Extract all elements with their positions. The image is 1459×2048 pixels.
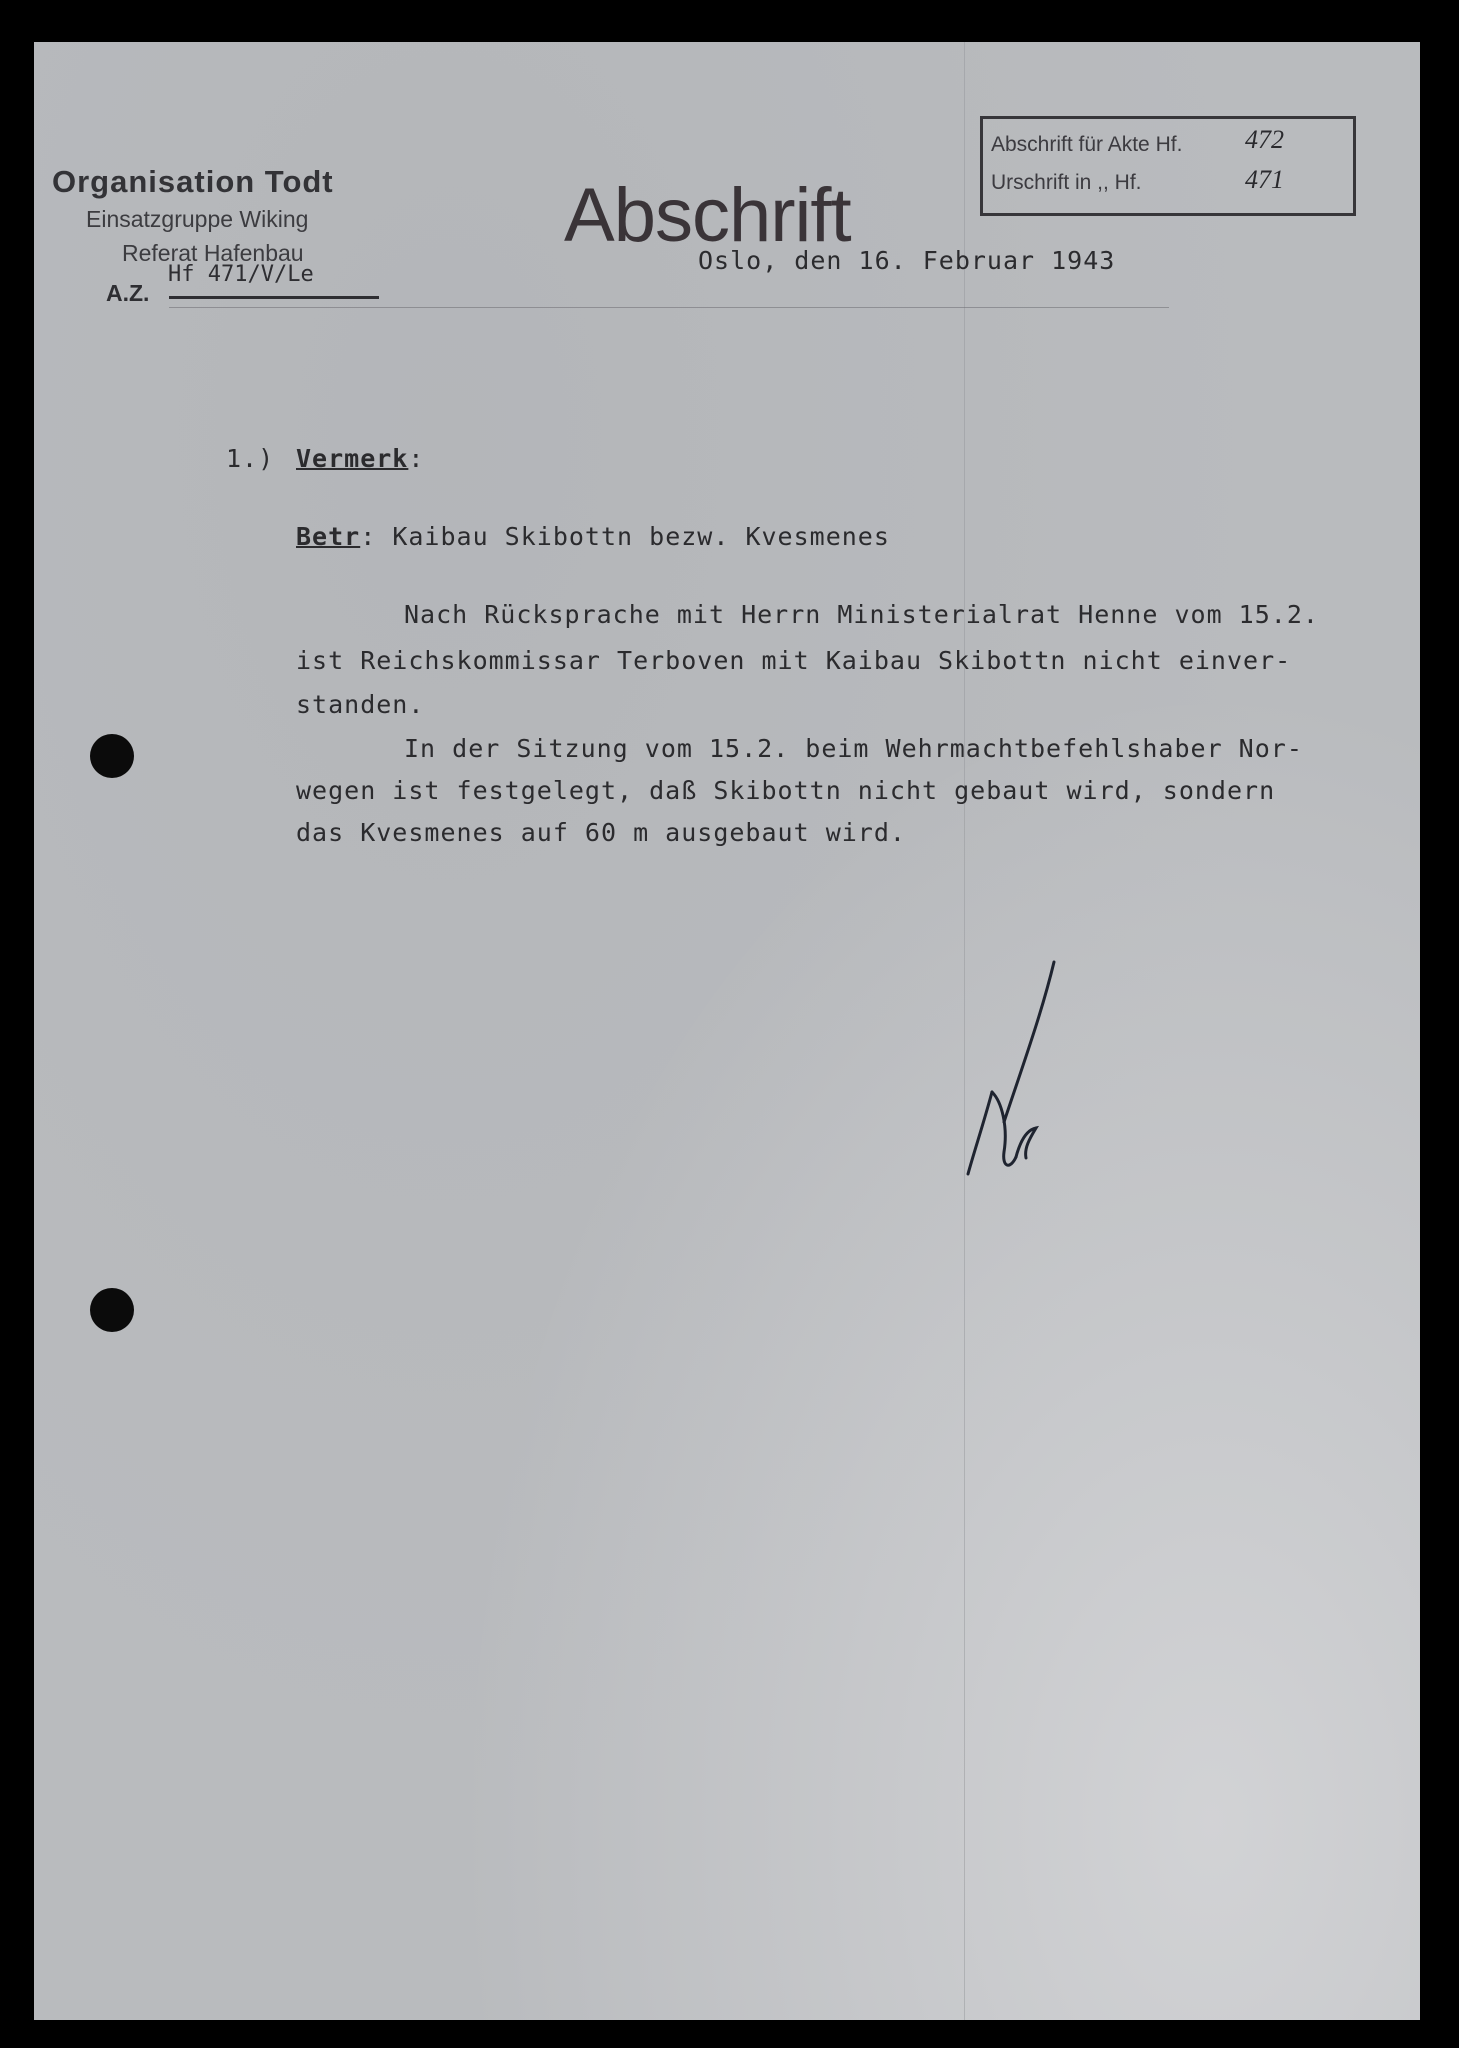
paragraph2-line1: In der Sitzung vom 15.2. beim Wehrmachtbefehlshaber Nor- bbox=[404, 734, 1303, 763]
paragraph1-line1: Nach Rücksprache mit Herrn Ministerialrat Henne vom 15.2. bbox=[404, 600, 1319, 629]
az-value: Hf 471/V/Le bbox=[168, 262, 314, 287]
item-heading bbox=[296, 444, 424, 473]
subject-label: Betr bbox=[296, 522, 361, 551]
item-title-colon: : bbox=[408, 444, 425, 473]
header-rule bbox=[169, 307, 1169, 308]
place-date: Oslo, den 16. Februar 1943 bbox=[698, 246, 1116, 275]
stamp-original-line: Urschrift in ,, Hf. bbox=[991, 171, 1142, 194]
stamp-copy-number: 472 bbox=[1245, 125, 1284, 154]
punch-hole-top bbox=[90, 734, 134, 778]
subject-line bbox=[296, 522, 890, 551]
paragraph1-line2: ist Reichskommissar Terboven mit Kaibau Skibottn nicht einver- bbox=[296, 646, 1292, 675]
subject-text: : Kaibau Skibottn bezw. Kvesmenes bbox=[360, 522, 890, 551]
paragraph1-line3: standen. bbox=[296, 690, 425, 719]
organisation-name: Organisation Todt bbox=[52, 164, 334, 199]
item-title: Vermerk bbox=[296, 444, 409, 473]
handwritten-signature bbox=[964, 952, 1074, 1182]
paragraph2-line2: wegen ist festgelegt, daß Skibottn nicht gebaut wird, sondern bbox=[296, 776, 1276, 805]
paragraph2-line3: das Kvesmenes auf 60 m ausgebaut wird. bbox=[296, 818, 906, 847]
az-underline bbox=[169, 296, 379, 299]
group-name: Einsatzgruppe Wiking bbox=[86, 206, 309, 232]
abschrift-stamp: Abschrift bbox=[564, 173, 851, 258]
item-number: 1.) bbox=[226, 444, 275, 473]
file-reference-stamp bbox=[980, 116, 1356, 216]
department-name: Referat Hafenbau bbox=[122, 240, 304, 266]
stamp-original-number: 471 bbox=[1245, 165, 1284, 194]
az-label: A.Z. bbox=[106, 280, 150, 306]
document-page bbox=[34, 42, 1420, 2020]
stamp-copy-line: Abschrift für Akte Hf. bbox=[991, 133, 1183, 156]
punch-hole-bottom bbox=[90, 1288, 134, 1332]
